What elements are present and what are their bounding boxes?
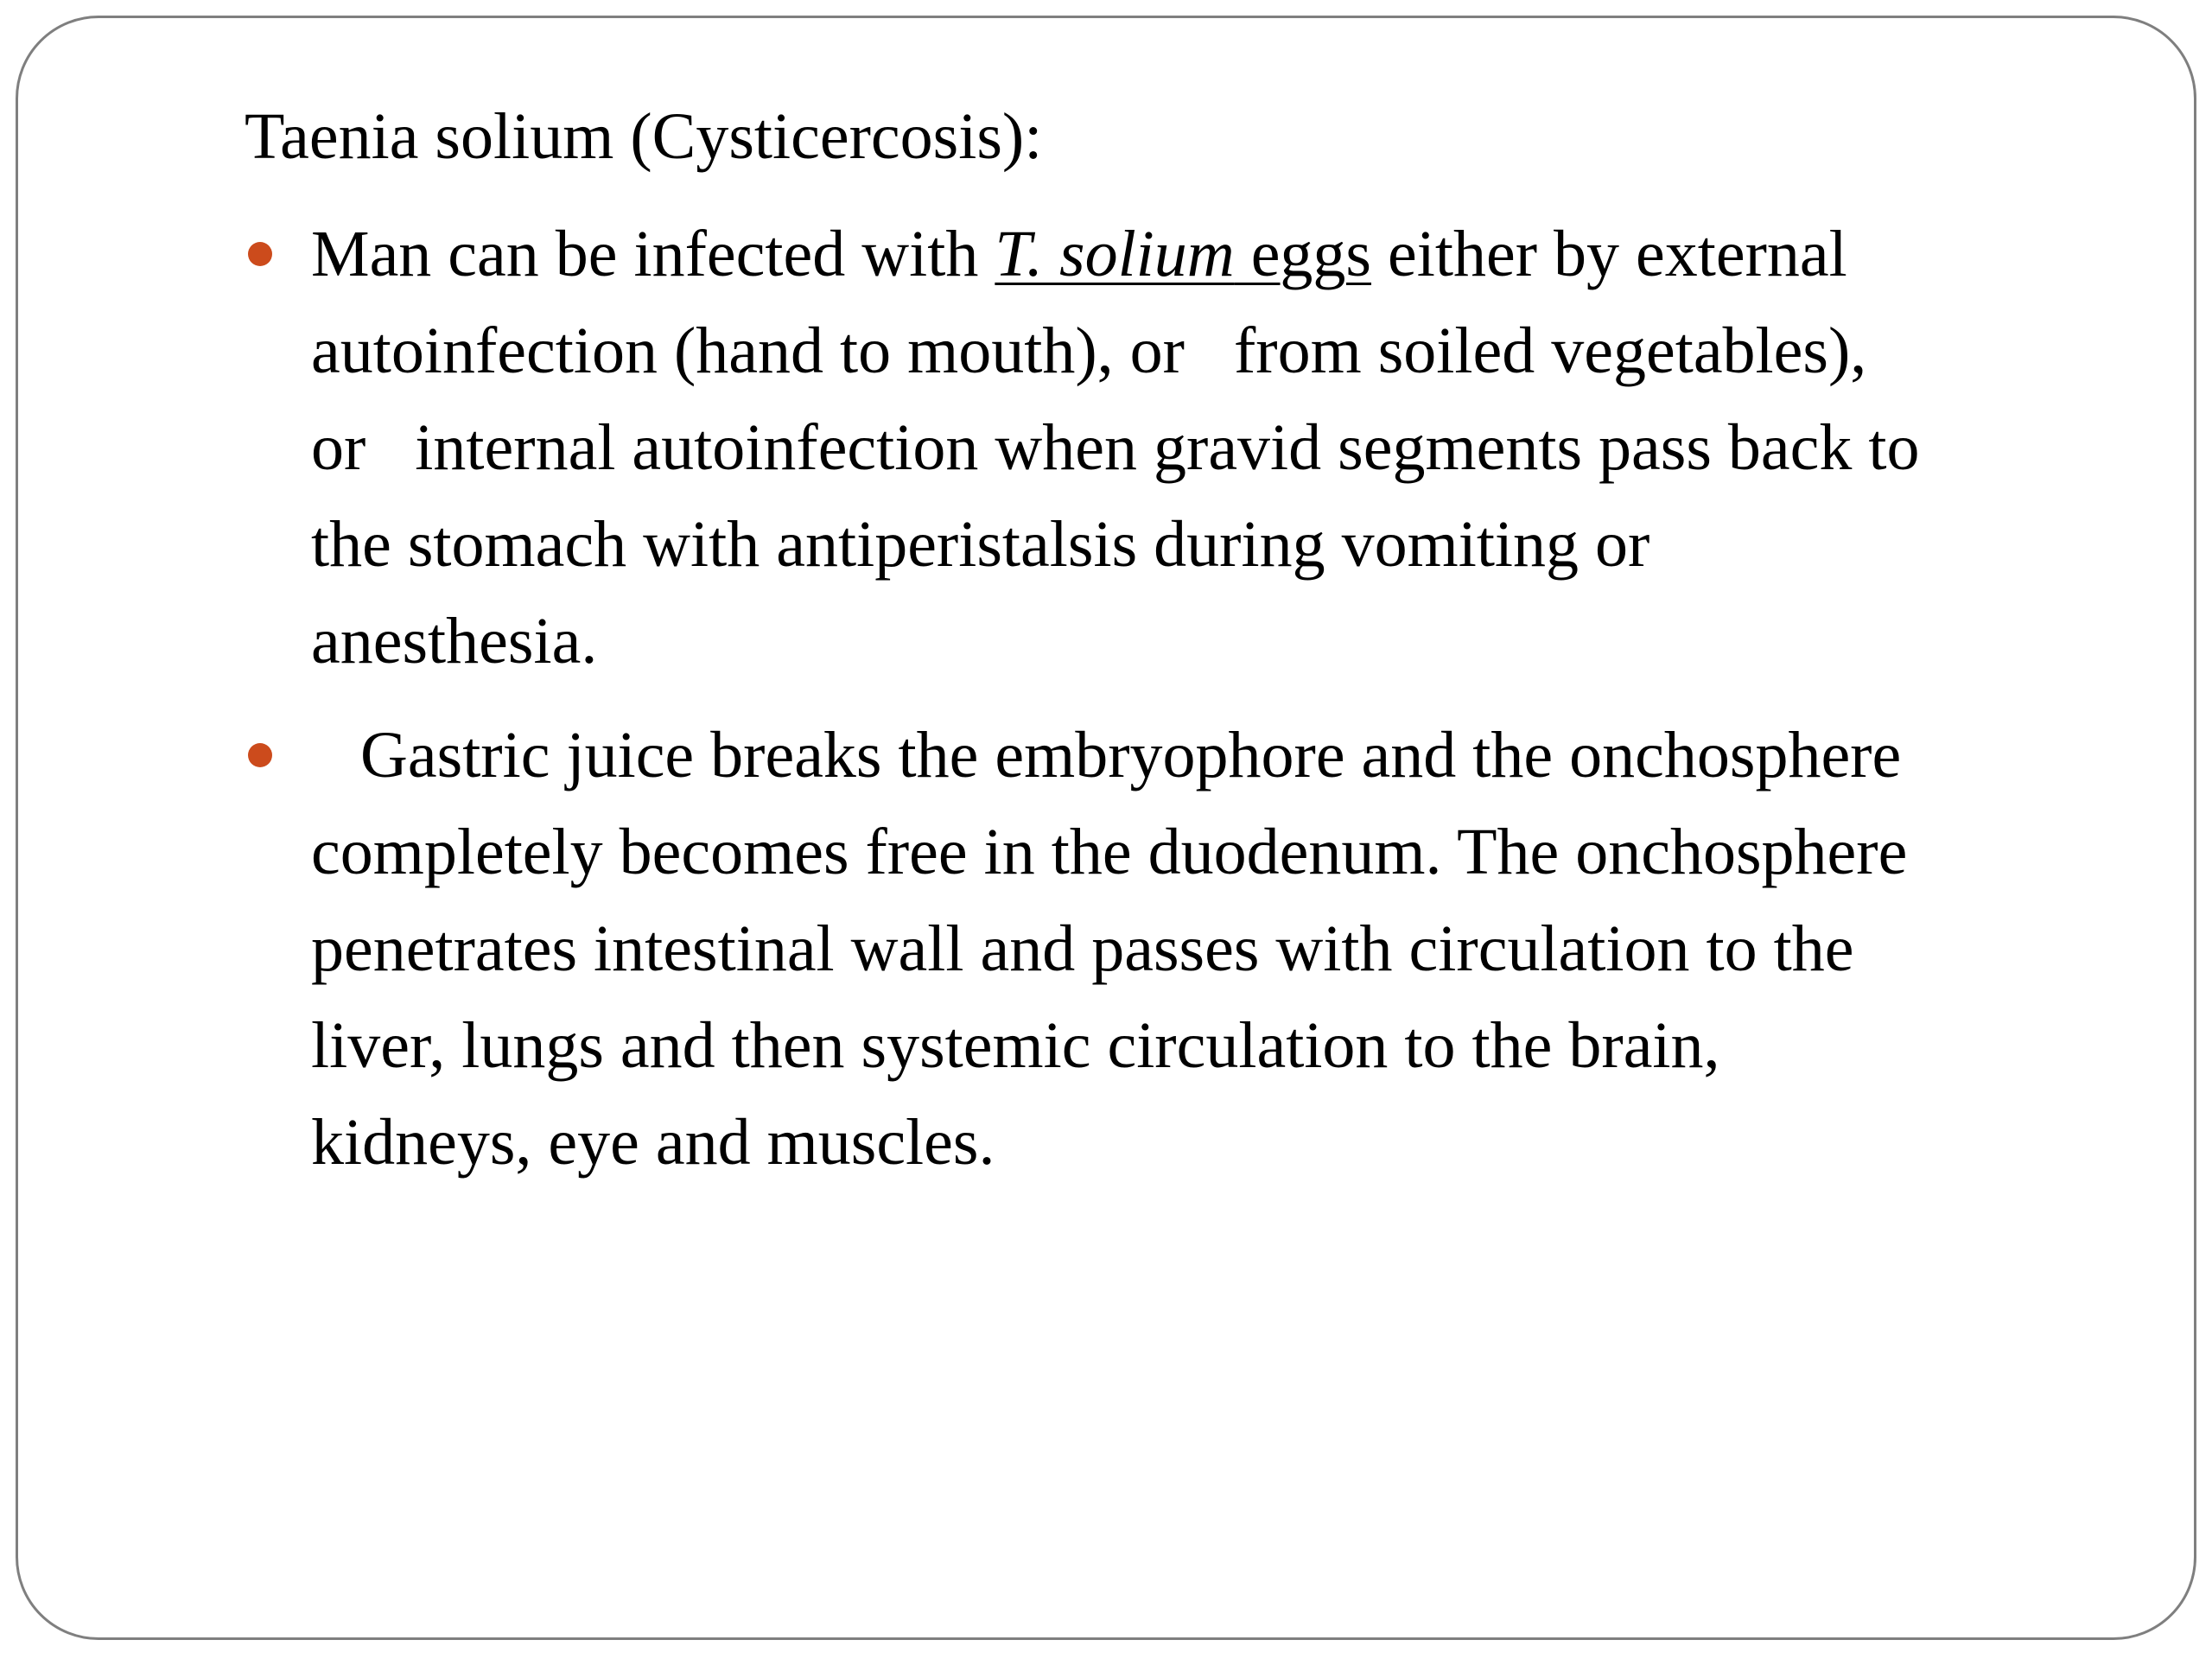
bullet-2-line-5: kidneys, eye and muscles. (311, 1106, 995, 1179)
bullet-1-line-2: autoinfection (hand to mouth), or from soiled vegetables), (311, 315, 1867, 387)
bullet-1-line-1-before: Man can be infected with (311, 218, 995, 290)
bullet-1-line-1 (311, 206, 2089, 302)
underlined-term (995, 218, 1371, 290)
bullet-2-line-4: liver, lungs and then systemic circulation to the brain, (311, 1009, 1720, 1082)
bullet-item-gastric-juice (245, 707, 2089, 1191)
bullet-2-line-2: completely becomes free in the duodenum. The onchosphere (311, 816, 1908, 888)
slide-title: Taenia solium (Cysticercosis): (245, 100, 1043, 173)
bullet-1-line-4: the stomach with antiperistalsis during vomiting or (311, 508, 1650, 581)
underlined-eggs: eggs (1234, 218, 1371, 290)
bullet-list (245, 206, 2089, 1208)
bullet-dot-icon (248, 743, 272, 767)
italic-species-name: T. solium (995, 218, 1235, 290)
bullet-2-line-3: penetrates intestinal wall and passes with circulation to the (311, 912, 1854, 985)
bullet-dot-icon (248, 242, 272, 266)
bullet-2-line-1: Gastric juice breaks the embryophore and the onchosphere (311, 719, 1902, 791)
bullet-1-line-1-after: either by external (1371, 218, 1847, 290)
bullet-1-line-3: or internal autoinfection when gravid segments pass back to (311, 411, 1920, 484)
bullet-1-line-5: anesthesia. (311, 605, 598, 677)
bullet-item-infection (245, 206, 2089, 690)
